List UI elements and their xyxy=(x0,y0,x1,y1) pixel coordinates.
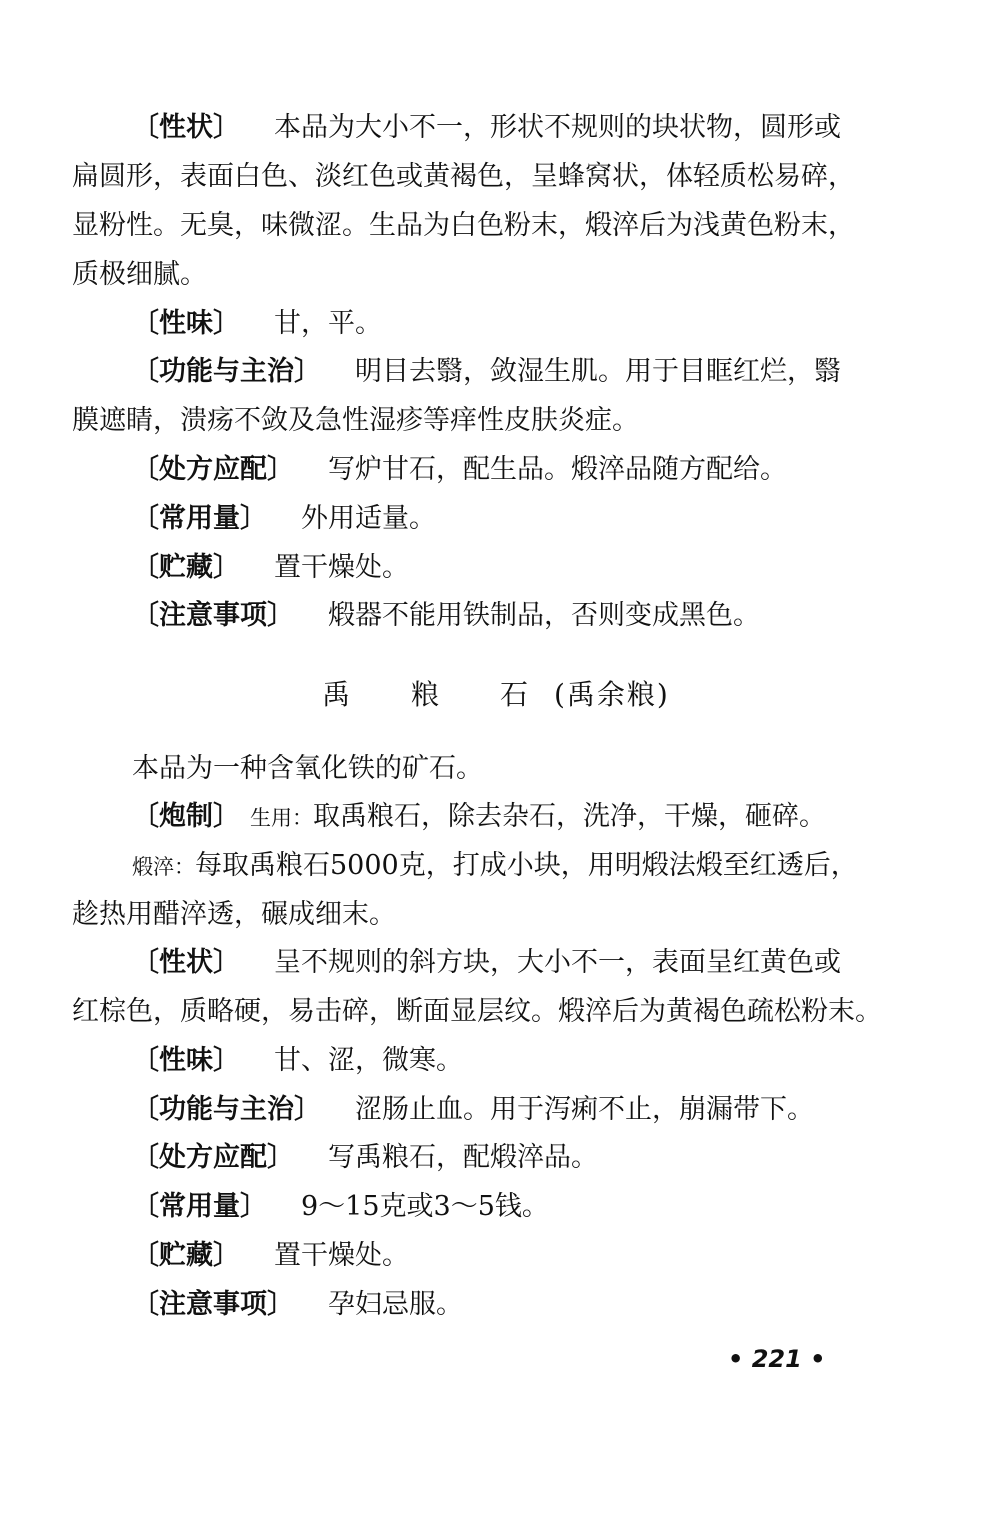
s2-paozhi-sub1: 生用： xyxy=(250,806,313,830)
s2-zhucang-text: 置干燥处。 xyxy=(274,1240,409,1271)
s2-gongneng-text: 涩肠止血。用于泻痢不止，崩漏带下。 xyxy=(355,1094,814,1125)
s1-gongneng-text1: 明目去翳，敛湿生肌。用于目眶红烂，翳 xyxy=(355,356,841,387)
s1-gongneng-line1 xyxy=(132,355,841,389)
s1-gongneng-line2: 膜遮睛，溃疡不敛及急性湿疹等痒性皮肤炎症。 xyxy=(72,405,639,436)
s2-chufang-text: 写禹粮石，配煅淬品。 xyxy=(328,1142,598,1173)
s2-paozhi-text2: 每取禹粮石5000克，打成小块，用明煅法煅至红透后， xyxy=(195,850,858,881)
s2-title-alias: (禹余粮) xyxy=(553,678,670,711)
s1-gongneng-label: 〔功能与主治〕 xyxy=(132,356,321,387)
s2-paozhi-line3: 趁热用醋淬透，碾成细末。 xyxy=(72,899,396,930)
s2-title-name: 禹 粮 石 xyxy=(322,678,554,711)
s2-xingzhuang-label: 〔性状〕 xyxy=(132,947,240,978)
s2-paozhi-sub2: 煅淬： xyxy=(132,855,195,879)
s2-intro: 本品为一种含氧化铁的矿石。 xyxy=(132,753,483,784)
s1-xingwei-text: 甘，平。 xyxy=(274,308,382,339)
s2-changyongliang-text: 9～15克或3～5钱。 xyxy=(301,1191,549,1222)
s1-changyongliang xyxy=(132,502,436,536)
s1-xingwei-label: 〔性味〕 xyxy=(132,308,240,339)
s2-title xyxy=(0,678,992,712)
s2-paozhi-line1 xyxy=(132,800,826,835)
page-number: • 221 • xyxy=(728,1345,826,1373)
s1-zhucang xyxy=(132,551,409,585)
s2-zhuyi-text: 孕妇忌服。 xyxy=(328,1289,463,1320)
s2-xingwei-text: 甘、涩，微寒。 xyxy=(274,1045,463,1076)
s2-zhuyi xyxy=(132,1288,463,1322)
s1-zhuyi xyxy=(132,599,760,633)
s2-changyongliang-label: 〔常用量〕 xyxy=(132,1191,267,1222)
s1-xingzhuang-line3: 显粉性。无臭，味微涩。生品为白色粉末，煅淬后为浅黄色粉末， xyxy=(72,210,855,241)
s1-xingzhuang-text1: 本品为大小不一，形状不规则的块状物，圆形或 xyxy=(274,112,841,143)
s1-chufang-label: 〔处方应配〕 xyxy=(132,454,294,485)
s1-zhucang-label: 〔贮藏〕 xyxy=(132,552,240,583)
s1-changyongliang-text: 外用适量。 xyxy=(301,503,436,534)
s2-zhucang xyxy=(132,1239,409,1273)
s2-changyongliang xyxy=(132,1190,549,1224)
s2-zhucang-label: 〔贮藏〕 xyxy=(132,1240,240,1271)
s2-chufang xyxy=(132,1141,598,1175)
s2-gongneng-label: 〔功能与主治〕 xyxy=(132,1094,321,1125)
s2-xingzhuang-text1: 呈不规则的斜方块，大小不一，表面呈红黄色或 xyxy=(274,947,841,978)
s1-xingzhuang-line2: 扁圆形，表面白色、淡红色或黄褐色，呈蜂窝状，体轻质松易碎， xyxy=(72,161,855,192)
s1-zhuyi-label: 〔注意事项〕 xyxy=(132,600,294,631)
s1-zhuyi-text: 煅器不能用铁制品，否则变成黑色。 xyxy=(328,600,760,631)
s1-xingzhuang-label: 〔性状〕 xyxy=(132,112,240,143)
s1-zhucang-text: 置干燥处。 xyxy=(274,552,409,583)
s2-paozhi-text1: 取禹粮石，除去杂石，洗净，干燥，砸碎。 xyxy=(313,801,826,832)
s2-xingwei-label: 〔性味〕 xyxy=(132,1045,240,1076)
s1-xingzhuang-line4: 质极细腻。 xyxy=(72,259,207,290)
s2-zhuyi-label: 〔注意事项〕 xyxy=(132,1289,294,1320)
s1-chufang-text: 写炉甘石，配生品。煅淬品随方配给。 xyxy=(328,454,787,485)
s1-chufang xyxy=(132,453,787,487)
s2-xingwei xyxy=(132,1044,463,1078)
s2-paozhi-line2 xyxy=(132,849,858,884)
s1-xingzhuang-line1 xyxy=(132,111,841,145)
s1-xingwei xyxy=(132,307,382,341)
s1-changyongliang-label: 〔常用量〕 xyxy=(132,503,267,534)
s2-chufang-label: 〔处方应配〕 xyxy=(132,1142,294,1173)
s2-paozhi-label: 〔炮制〕 xyxy=(132,801,240,832)
s2-xingzhuang-line2: 红棕色，质略硬，易击碎，断面显层纹。煅淬后为黄褐色疏松粉末。 xyxy=(72,996,882,1027)
s2-xingzhuang-line1 xyxy=(132,946,841,980)
s2-gongneng xyxy=(132,1093,814,1127)
